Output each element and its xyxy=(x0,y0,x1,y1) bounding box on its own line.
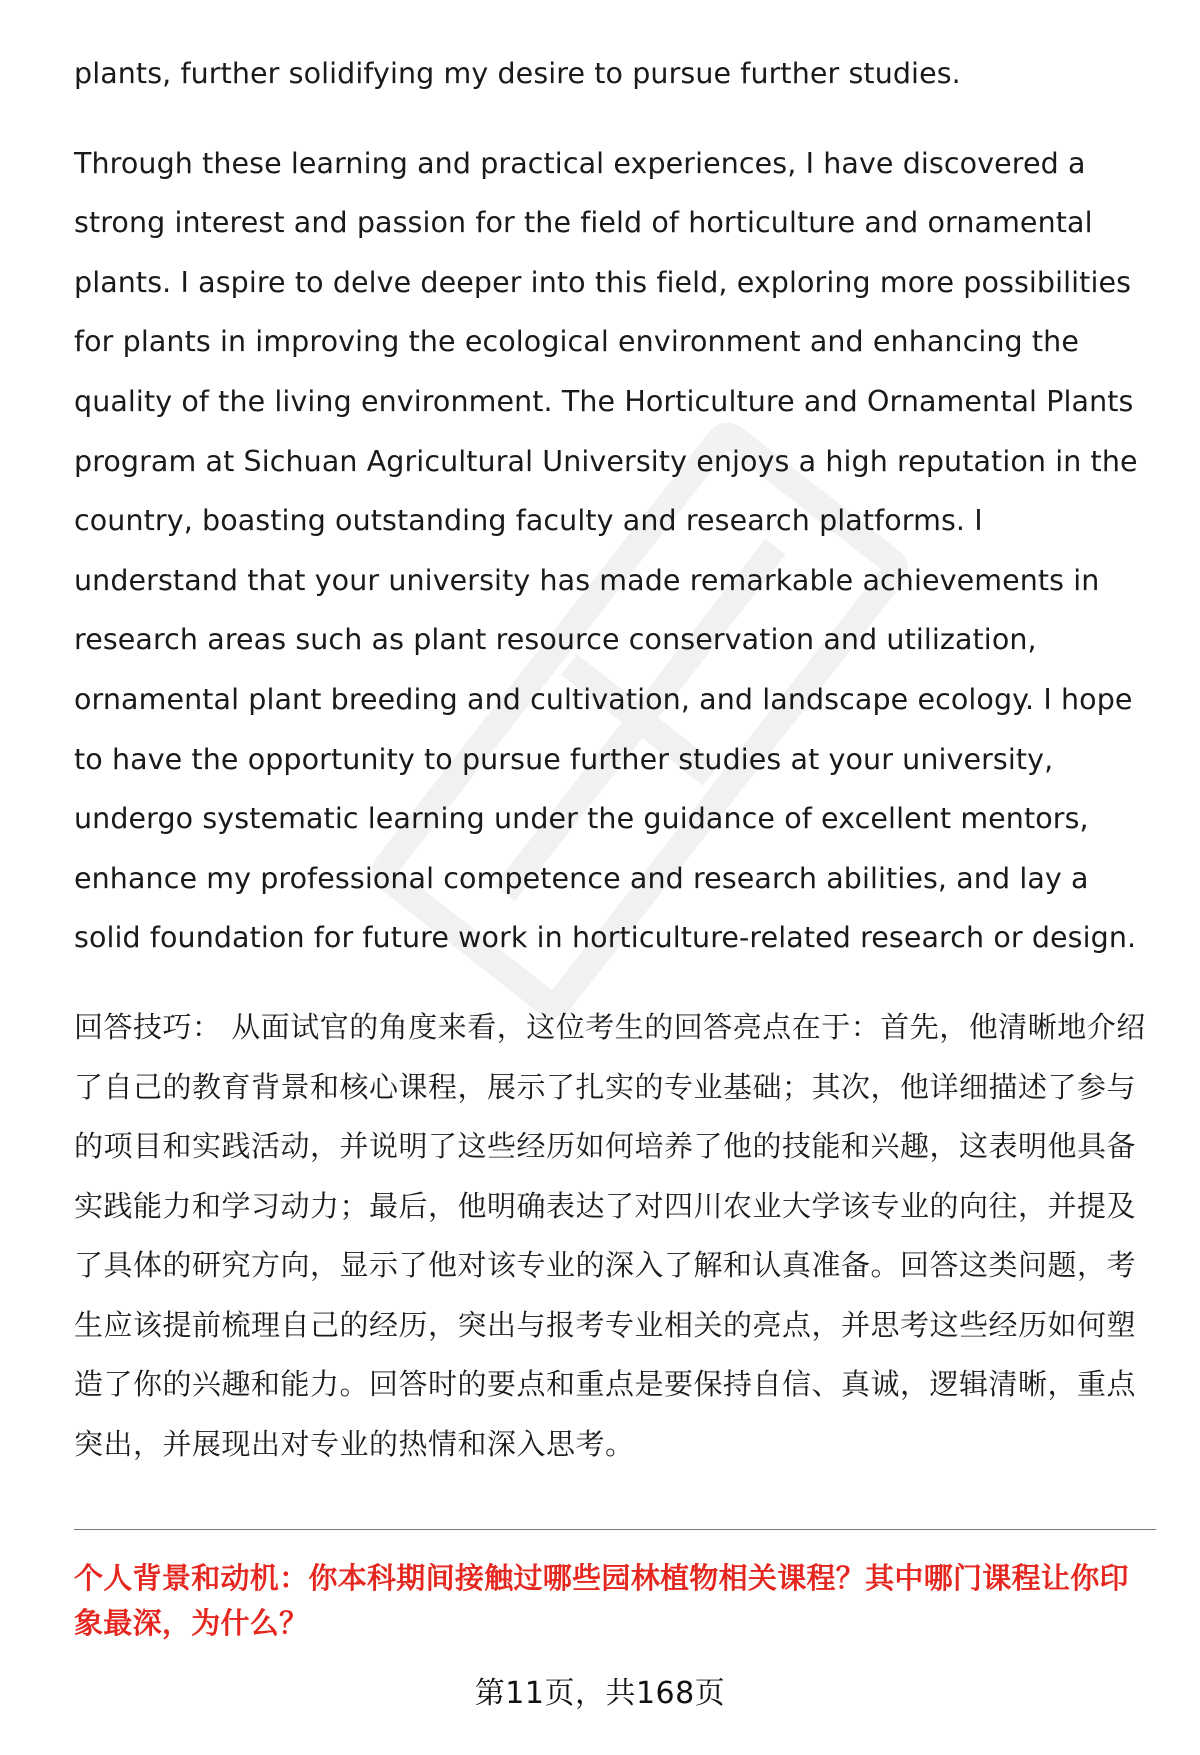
paragraph-continuation: plants, further solidifying my desire to pursue further studies. xyxy=(74,57,961,90)
answer-tips-label: 回答技巧： xyxy=(74,1009,222,1044)
answer-tips-paragraph xyxy=(74,998,1156,1475)
page-number-footer: 第11页，共168页 xyxy=(474,1676,726,1711)
section-divider xyxy=(74,1529,1156,1530)
answer-tips-text: 从面试官的角度来看，这位考生的回答亮点在于：首先，他清晰地介绍了自己的教育背景和核心课程，展示了扎实的专业基础；其次，他详细描述了参与的项目和实践活动，并说明了这些经历如何培养了他的技能和兴趣，这表明他具备实践能力和学习动力；最后，他明确表达了对四川农业大学该专业的向往，并提及了具体的研究方向，显示了他对该专业的深入了解和认真准备。回答这类问题，考生应该提前梳理自己的经历，突出与报考专业相关的亮点，并思考这些经历如何塑造了你的兴趣和能力。回答时的要点和重点是要保持自信、真诚，逻辑清晰，重点突出，并展现出对专业的热情和深入思考。 xyxy=(74,1009,1146,1462)
document-page xyxy=(74,44,1156,1475)
next-question-heading: 个人背景和动机：你本科期间接触过哪些园林植物相关课程？其中哪门课程让你印象最深，为什么？ xyxy=(74,1561,1129,1640)
paragraph-motivation: Through these learning and practical experiences, I have discovered a strong interest and passion for the field of horticulture and ornamental plants. I aspire to delve deeper into this field, exploring more possibilities for plants in improving the ecological environment and enhancing the quality of the living environment. The Horticulture and Ornamental Plants program at Sichuan Agricultural University enjoys a high reputation in the country, boasting outstanding faculty and research platforms. I understand that your university has made remarkable achievements in research areas such as plant resource conservation and utilization, ornamental plant breeding and cultivation, and landscape ecology. I hope to have the opportunity to pursue further studies at your university, undergo systematic learning under the guidance of excellent mentors, enhance my professional competence and research abilities, and lay a solid foundation for future work in horticulture-related research or design. xyxy=(74,146,1138,955)
